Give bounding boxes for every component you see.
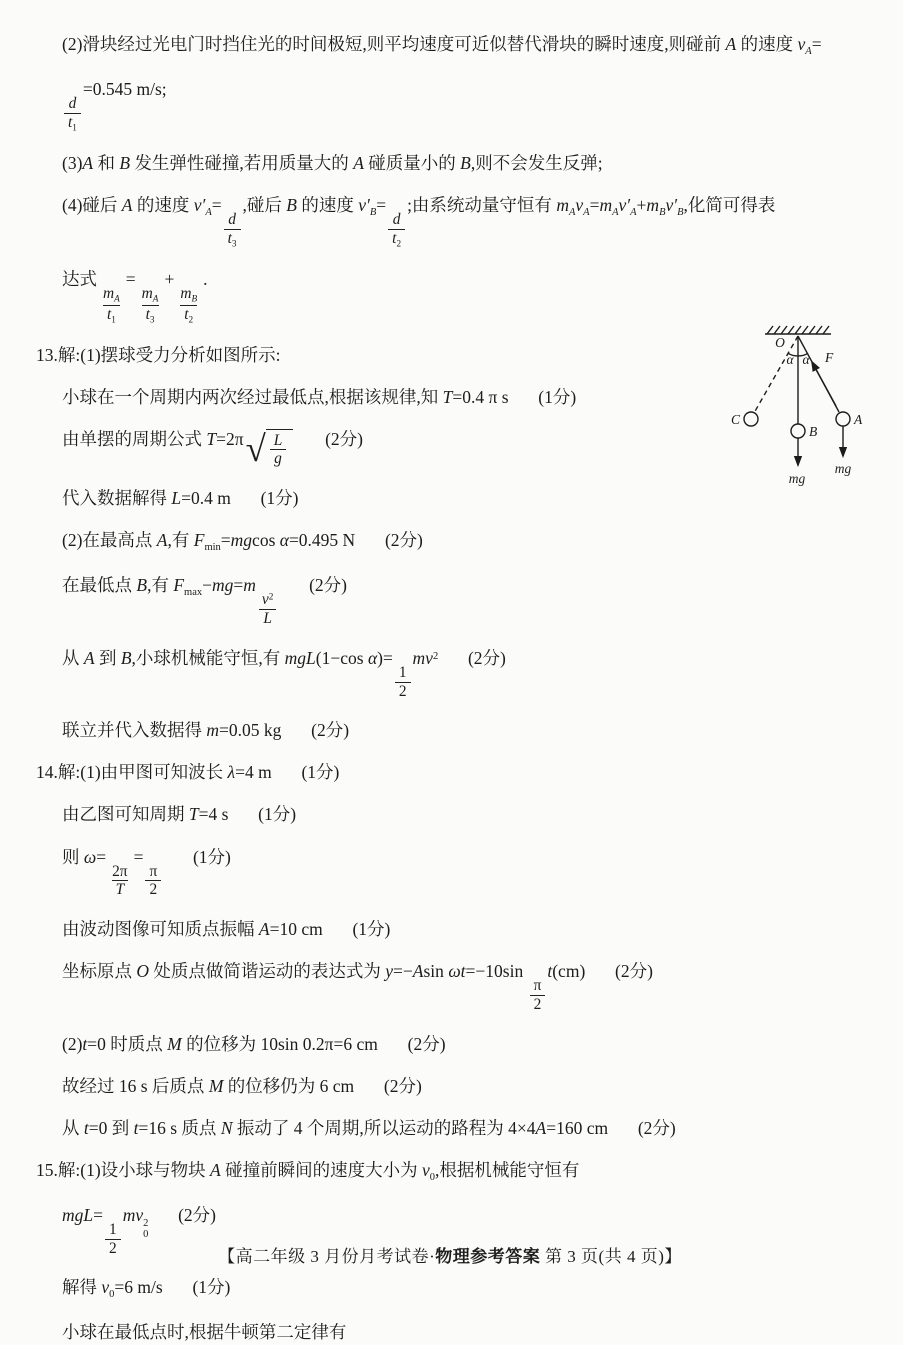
text-run: ,小球机械能守恒,有 bbox=[131, 647, 285, 668]
text-run: = bbox=[211, 195, 222, 216]
fraction-denominator bbox=[224, 229, 241, 249]
math-variable: mg bbox=[211, 575, 234, 596]
subscript: 0 bbox=[109, 1289, 115, 1301]
fraction-denominator bbox=[395, 682, 411, 701]
text-run: (cm) bbox=[552, 961, 586, 982]
fraction-numerator bbox=[108, 863, 131, 881]
score-mark: (1分) bbox=[192, 846, 231, 867]
subscript: 3 bbox=[149, 314, 155, 325]
math-variable: A bbox=[82, 153, 94, 174]
math-variable: v bbox=[261, 591, 269, 609]
fraction-numerator bbox=[145, 863, 161, 881]
text-run: − bbox=[202, 575, 212, 596]
text-run: (2)在最高点 bbox=[62, 530, 157, 551]
force-label-F: F bbox=[825, 350, 834, 365]
text-run: 2 bbox=[398, 682, 407, 700]
answer-line bbox=[62, 1075, 882, 1098]
text-run: π bbox=[533, 977, 542, 995]
text-run: =0.4 m bbox=[181, 488, 231, 509]
math-variable: T bbox=[188, 804, 199, 825]
math-variable: mv bbox=[412, 647, 433, 668]
text-run: ;由系统动量守恒有 bbox=[407, 195, 557, 216]
math-variable: m bbox=[103, 285, 115, 303]
math-variable: v bbox=[797, 34, 806, 54]
bold-text-run: 物理参考答案 bbox=[435, 1247, 541, 1266]
math-variable: t bbox=[82, 1033, 88, 1054]
score-mark: (2分) bbox=[383, 1075, 422, 1096]
subscript: 0 bbox=[143, 1228, 149, 1240]
math-variable: mgL bbox=[284, 647, 316, 668]
text-run: (4)碰后 bbox=[62, 195, 122, 216]
text-run: 碰质量小的 bbox=[363, 153, 461, 174]
math-variable: t bbox=[68, 113, 73, 131]
fraction-numerator bbox=[270, 432, 287, 450]
superscript: 2 bbox=[432, 650, 439, 662]
math-variable: t bbox=[83, 1117, 89, 1138]
math-variable: T bbox=[442, 387, 453, 408]
score-mark: (2分) bbox=[467, 647, 506, 668]
text-run: = bbox=[133, 846, 144, 867]
math-variable: A bbox=[725, 34, 737, 54]
fraction-denominator bbox=[259, 609, 276, 628]
text-run: 由乙图可知周期 bbox=[62, 804, 189, 825]
text-run: 【高二年级 3 月份月考试卷· bbox=[218, 1247, 436, 1266]
math-variable: d bbox=[228, 211, 236, 229]
answer-line bbox=[62, 1117, 882, 1140]
text-run: + bbox=[636, 195, 647, 216]
subscript: B bbox=[677, 207, 684, 219]
radical-sign: √ bbox=[245, 427, 266, 469]
math-variable: F bbox=[193, 530, 205, 551]
subscript: A bbox=[612, 207, 619, 219]
text-run: 联立并代入数据得 bbox=[62, 720, 207, 741]
ball-label-A: A bbox=[854, 412, 863, 427]
math-variable: t bbox=[184, 305, 189, 323]
math-variable: mv bbox=[122, 1204, 144, 1225]
fraction-denominator bbox=[530, 995, 546, 1014]
subscript: A bbox=[583, 207, 590, 219]
text-run: = bbox=[233, 575, 244, 596]
text-run: 的速度 bbox=[297, 195, 359, 216]
subscript: 3 bbox=[231, 238, 237, 249]
math-variable: M bbox=[167, 1033, 182, 1054]
math-variable: v′ bbox=[358, 195, 370, 216]
fraction-numerator bbox=[395, 664, 411, 682]
ceiling-hatch bbox=[765, 326, 831, 334]
subscript: A bbox=[630, 207, 637, 219]
text-run: 从 bbox=[62, 1117, 84, 1138]
weight-label-mg-A: mg bbox=[834, 461, 852, 476]
subscript: A bbox=[152, 294, 159, 305]
math-variable: d bbox=[392, 211, 401, 229]
answer-line bbox=[62, 647, 882, 700]
text-run: 的速度 bbox=[132, 195, 194, 216]
text-run: 小球在最低点时,根据牛顿第二定律有 bbox=[62, 1322, 347, 1343]
text-run: )= bbox=[377, 647, 393, 668]
math-variable: v bbox=[575, 195, 584, 216]
math-variable: B bbox=[120, 647, 132, 668]
fraction-denominator bbox=[270, 449, 286, 468]
text-run: π bbox=[149, 862, 158, 880]
text-run: =16 s 质点 bbox=[138, 1117, 221, 1138]
math-variable: ω bbox=[83, 846, 97, 867]
math-variable: L bbox=[273, 431, 283, 449]
text-run: 和 bbox=[93, 153, 120, 174]
math-variable: m bbox=[599, 195, 613, 216]
answer-line bbox=[62, 152, 882, 175]
math-variable: α bbox=[279, 530, 289, 551]
text-run: 的速度 bbox=[736, 34, 798, 54]
math-variable: t bbox=[547, 961, 553, 982]
math-variable: A bbox=[535, 1117, 547, 1138]
text-run: = bbox=[96, 846, 107, 867]
math-variable: m bbox=[556, 195, 569, 216]
math-variable: m bbox=[243, 575, 256, 596]
math-variable: B bbox=[119, 153, 131, 174]
answer-line bbox=[36, 1159, 882, 1185]
text-run: = bbox=[589, 195, 600, 216]
text-run: = bbox=[220, 530, 231, 551]
math-variable: M bbox=[208, 1075, 224, 1096]
fraction-numerator bbox=[176, 285, 201, 304]
fraction-denominator bbox=[388, 229, 405, 249]
math-variable: B bbox=[136, 575, 148, 596]
text-run: =0.545 m/s; bbox=[82, 79, 167, 100]
subscript: A bbox=[114, 294, 120, 305]
answer-line bbox=[62, 918, 882, 941]
math-variable: ωt bbox=[448, 961, 466, 982]
fraction-numerator bbox=[530, 977, 546, 995]
subscript: 0 bbox=[429, 1172, 436, 1184]
text-run: 坐标原点 bbox=[62, 961, 137, 982]
subscript: B bbox=[369, 207, 377, 219]
math-variable: N bbox=[220, 1117, 233, 1138]
sub-sup-stack bbox=[143, 1218, 148, 1240]
fraction bbox=[99, 285, 124, 325]
answer-line bbox=[62, 1321, 882, 1344]
subscript: B bbox=[659, 207, 666, 219]
math-variable: g bbox=[274, 450, 282, 468]
math-variable: v′ bbox=[665, 195, 678, 216]
text-run: (2)滑块经过光电门时挡住光的时间极短,则平均速度可近似替代滑块的瞬时速度,则碰前 bbox=[62, 34, 726, 54]
score-mark: (2分) bbox=[325, 429, 363, 450]
fraction-denominator bbox=[112, 880, 129, 899]
fraction-numerator bbox=[258, 591, 277, 609]
text-run: (2) bbox=[62, 1033, 83, 1054]
score-mark: (2分) bbox=[311, 720, 350, 741]
text-run: 处质点做简谐运动的表达式为 bbox=[149, 961, 386, 982]
text-run: =4 s bbox=[198, 804, 229, 825]
fraction-denominator bbox=[103, 305, 120, 325]
math-variable: t bbox=[133, 1117, 139, 1138]
answer-line bbox=[62, 194, 882, 249]
text-run: 由单摆的周期公式 bbox=[62, 429, 207, 450]
answer-line bbox=[36, 761, 882, 784]
fraction bbox=[224, 211, 241, 249]
text-run: 1 bbox=[109, 1221, 117, 1238]
angle-label-right: α bbox=[802, 352, 810, 367]
subscript: min bbox=[204, 542, 221, 554]
fraction bbox=[145, 863, 161, 899]
math-variable: A bbox=[210, 1159, 221, 1180]
answer-line bbox=[62, 1276, 882, 1302]
text-run: sin bbox=[423, 961, 449, 982]
page-footer bbox=[0, 1239, 900, 1267]
text-run: 小球在一个周期内两次经过最低点,根据该规律,知 bbox=[62, 387, 443, 408]
math-variable: L bbox=[263, 610, 272, 628]
math-variable: A bbox=[412, 961, 424, 982]
math-variable: v bbox=[101, 1277, 110, 1298]
text-run: ,化简可得表 bbox=[683, 195, 776, 216]
text-run: 2π bbox=[112, 862, 128, 880]
math-variable: t bbox=[145, 305, 150, 323]
text-run: ,则不会发生反弹; bbox=[470, 153, 603, 174]
math-variable: m bbox=[180, 285, 192, 303]
fraction-numerator bbox=[65, 95, 81, 113]
subscript: A bbox=[805, 46, 812, 58]
score-mark: (1分) bbox=[538, 387, 577, 408]
math-variable: mgL bbox=[62, 1204, 94, 1225]
fraction bbox=[138, 285, 163, 325]
text-run: =0.4 π s bbox=[452, 387, 509, 408]
math-variable: y bbox=[385, 961, 394, 982]
answer-line bbox=[62, 33, 882, 59]
score-mark: (2分) bbox=[615, 961, 653, 982]
text-run: 到 bbox=[94, 647, 121, 668]
text-run: 振动了 4 个周期,所以运动的路程为 4×4 bbox=[232, 1117, 536, 1138]
text-run: + bbox=[164, 269, 175, 290]
math-variable: T bbox=[115, 881, 125, 899]
answer-line bbox=[62, 529, 882, 555]
subscript: A bbox=[568, 207, 576, 219]
text-run: =0 到 bbox=[88, 1117, 134, 1138]
math-variable: F bbox=[173, 575, 185, 596]
fraction-numerator bbox=[99, 285, 124, 304]
pendulum-diagram-svg bbox=[708, 300, 903, 505]
subscript: 2 bbox=[396, 238, 402, 249]
text-run: 解得 bbox=[62, 1277, 102, 1298]
subscript: A bbox=[205, 207, 212, 219]
text-run: 1 bbox=[398, 663, 407, 681]
math-variable: m bbox=[646, 195, 660, 216]
superscript: 2 bbox=[268, 591, 274, 602]
fraction-denominator bbox=[145, 880, 161, 899]
text-run: 的位移为 10sin 0.2π=6 cm bbox=[181, 1033, 378, 1054]
math-variable: A bbox=[353, 153, 364, 174]
score-mark: (1分) bbox=[192, 1277, 231, 1298]
answer-line bbox=[62, 574, 882, 627]
math-variable: λ bbox=[227, 762, 236, 783]
score-mark: (2分) bbox=[407, 1033, 446, 1054]
math-variable: m bbox=[206, 720, 220, 741]
math-variable: L bbox=[171, 488, 182, 509]
score-mark: (1分) bbox=[260, 488, 299, 509]
angle-label-left: α bbox=[786, 352, 794, 367]
score-mark: (2分) bbox=[178, 1204, 217, 1225]
score-mark: (1分) bbox=[258, 804, 297, 825]
math-variable: t bbox=[227, 230, 232, 247]
answer-line bbox=[62, 803, 882, 826]
math-variable: t bbox=[106, 305, 112, 323]
text-run: =− bbox=[393, 961, 413, 982]
text-run: ,根据机械能守恒有 bbox=[435, 1159, 580, 1180]
text-run: = bbox=[125, 269, 136, 290]
text-run: cos bbox=[252, 530, 280, 551]
text-run: 15.解:(1)设小球与物块 bbox=[36, 1159, 211, 1180]
pendulum-force-diagram bbox=[708, 300, 903, 505]
score-mark: (2分) bbox=[384, 530, 423, 551]
subscript: max bbox=[184, 587, 203, 599]
math-variable: B bbox=[286, 195, 297, 216]
answer-line bbox=[62, 960, 882, 1013]
ball-B bbox=[791, 424, 805, 438]
fraction-denominator bbox=[142, 305, 159, 325]
score-mark: (2分) bbox=[309, 575, 348, 596]
text-run: (3) bbox=[62, 153, 83, 174]
text-run: 代入数据解得 bbox=[62, 488, 172, 509]
math-variable: v bbox=[421, 1159, 430, 1180]
ball-label-C: C bbox=[730, 412, 740, 427]
subscript: 1 bbox=[111, 314, 116, 325]
text-run: 在最低点 bbox=[62, 575, 137, 596]
text-run: 故经过 16 s 后质点 bbox=[62, 1075, 209, 1096]
fraction bbox=[64, 95, 81, 133]
math-variable: B bbox=[460, 153, 471, 174]
text-run: =0.05 kg bbox=[219, 720, 282, 741]
math-variable: t bbox=[392, 230, 397, 247]
text-run: 的位移仍为 6 cm bbox=[223, 1075, 355, 1096]
math-variable: T bbox=[206, 429, 217, 450]
fraction-numerator bbox=[138, 285, 163, 304]
subscript: 1 bbox=[72, 122, 77, 133]
subscript: B bbox=[191, 294, 198, 305]
pivot-label-O: O bbox=[775, 335, 785, 350]
text-run: =2π bbox=[216, 429, 244, 450]
superscript: 2 bbox=[143, 1217, 149, 1229]
text-run: 2 bbox=[109, 1239, 117, 1257]
text-run: 则 bbox=[62, 846, 84, 867]
text-run: ,有 bbox=[167, 530, 194, 551]
ball-A bbox=[836, 412, 850, 426]
text-run: 达式 bbox=[62, 269, 97, 290]
fraction bbox=[258, 591, 277, 627]
score-mark: (1分) bbox=[352, 919, 391, 940]
text-run: 从 bbox=[62, 647, 84, 668]
weight-label-mg-B: mg bbox=[788, 471, 806, 486]
fraction bbox=[108, 863, 131, 899]
text-run: =10 cm bbox=[269, 919, 323, 940]
answer-line bbox=[62, 78, 882, 133]
fraction-numerator bbox=[224, 211, 240, 229]
text-run: =0 时质点 bbox=[87, 1033, 168, 1054]
math-variable: mg bbox=[230, 530, 253, 551]
text-run: =−10sin bbox=[465, 961, 528, 982]
text-run: 第 3 页(共 4 页)】 bbox=[540, 1247, 682, 1266]
math-variable: m bbox=[141, 285, 153, 303]
text-run: 14.解:(1)由甲图可知波长 bbox=[36, 762, 228, 783]
text-run: =160 cm bbox=[546, 1117, 609, 1138]
square-root bbox=[246, 429, 294, 468]
fraction-numerator bbox=[105, 1221, 121, 1239]
fraction-numerator bbox=[389, 211, 405, 229]
text-run: 2 bbox=[533, 995, 542, 1013]
math-variable: v′ bbox=[193, 195, 206, 216]
subscript: 2 bbox=[188, 314, 194, 325]
score-mark: (1分) bbox=[301, 762, 340, 783]
text-run: (1−cos bbox=[315, 647, 368, 668]
fraction bbox=[270, 432, 287, 468]
text-run: 13.解:(1)摆球受力分析如图所示: bbox=[36, 344, 281, 365]
text-run: 发生弹性碰撞,若用质量大的 bbox=[130, 153, 354, 174]
text-run: =0.495 N bbox=[288, 530, 356, 551]
answer-line bbox=[62, 719, 882, 742]
answer-line bbox=[62, 1033, 882, 1056]
score-mark: (2分) bbox=[637, 1117, 676, 1138]
force-arrow-F bbox=[812, 362, 836, 406]
text-run: = bbox=[93, 1204, 103, 1225]
math-variable: A bbox=[258, 919, 270, 940]
math-variable: d bbox=[68, 95, 77, 113]
text-run: ,有 bbox=[147, 575, 174, 596]
text-run: 2 bbox=[149, 881, 158, 899]
text-run: = bbox=[811, 34, 822, 54]
text-run: 碰撞前瞬间的速度大小为 bbox=[220, 1159, 422, 1180]
text-run: ,碰后 bbox=[242, 195, 287, 216]
math-variable: α bbox=[367, 647, 378, 668]
radicand bbox=[266, 429, 294, 468]
math-variable: v′ bbox=[618, 195, 631, 216]
answer-line bbox=[62, 846, 882, 899]
text-run: . bbox=[203, 269, 208, 290]
math-variable: A bbox=[83, 647, 95, 668]
math-variable: A bbox=[156, 530, 168, 551]
math-variable: O bbox=[136, 961, 150, 982]
text-run: 由波动图像可知质点振幅 bbox=[62, 919, 259, 940]
text-run: =6 m/s bbox=[114, 1277, 163, 1298]
fraction bbox=[176, 285, 201, 325]
fraction bbox=[395, 664, 411, 700]
text-run: = bbox=[376, 195, 387, 216]
fraction-denominator bbox=[180, 305, 197, 325]
fraction-denominator bbox=[64, 113, 81, 133]
ball-label-B: B bbox=[809, 424, 818, 439]
fraction bbox=[388, 211, 405, 249]
math-variable: A bbox=[121, 195, 133, 216]
ball-C bbox=[744, 412, 758, 426]
fraction bbox=[530, 977, 546, 1013]
text-run: =4 m bbox=[235, 762, 272, 783]
